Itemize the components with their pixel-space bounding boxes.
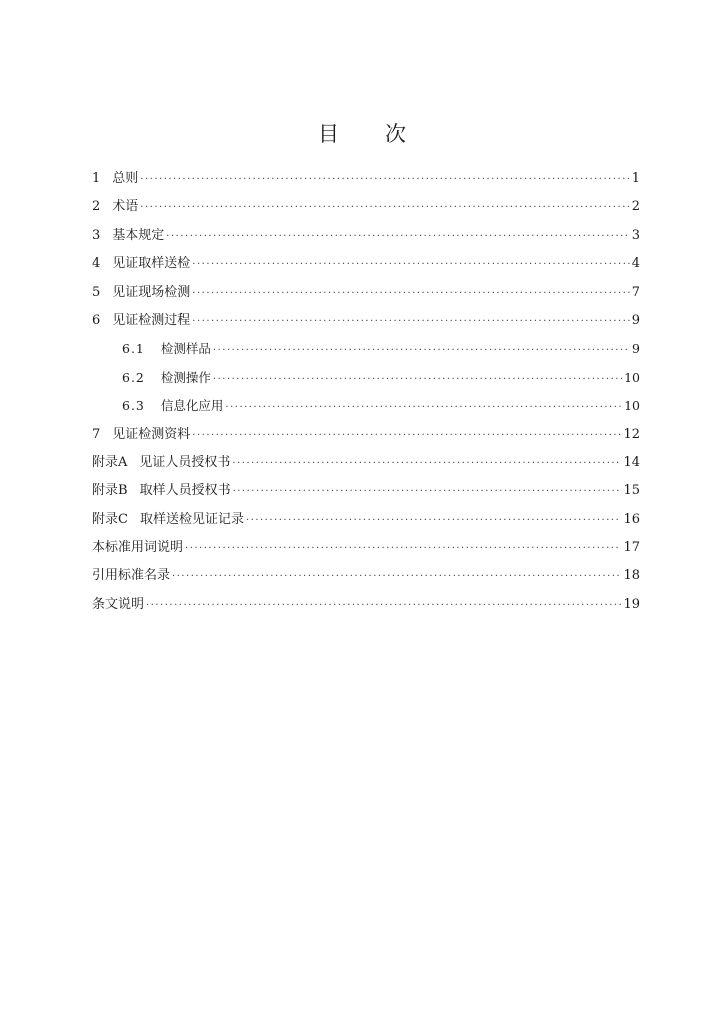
toc-entry[interactable] bbox=[92, 392, 640, 420]
toc-leader-dots bbox=[225, 394, 622, 422]
title-char-1: 目 bbox=[318, 122, 339, 146]
title-char-2: 次 bbox=[385, 122, 406, 146]
toc-page-number: 7 bbox=[631, 284, 640, 300]
toc-entry-text: 见证取样送检 bbox=[112, 256, 191, 272]
toc-entry-text: 引用标准名录 bbox=[92, 568, 171, 584]
toc-entry-label bbox=[92, 165, 138, 193]
toc-entry-label bbox=[92, 534, 183, 562]
toc-page-number: 4 bbox=[631, 256, 640, 272]
toc-entry[interactable] bbox=[92, 506, 640, 534]
toc-leader-dots bbox=[233, 478, 622, 506]
toc-entry-text: 见证检测资料 bbox=[112, 426, 191, 442]
toc-leader-dots bbox=[213, 337, 630, 365]
toc-page-number: 9 bbox=[632, 341, 640, 357]
toc-entry-label bbox=[122, 392, 223, 420]
toc-entry-label bbox=[92, 307, 190, 335]
toc-entry-number: 5 bbox=[92, 284, 101, 300]
toc-entry[interactable] bbox=[92, 477, 640, 505]
toc-entry-text: 条文说明 bbox=[92, 596, 145, 612]
toc-entry[interactable] bbox=[92, 364, 640, 392]
toc-entry-number: 4 bbox=[92, 256, 101, 272]
toc-entry-number: 附录C bbox=[92, 511, 128, 527]
toc-entry-number: 附录B bbox=[92, 483, 128, 499]
toc-entry-label bbox=[92, 591, 144, 619]
toc-entry-number: 6.3 bbox=[122, 398, 145, 414]
toc-entry-number: 3 bbox=[92, 227, 101, 243]
toc-entry-label bbox=[92, 506, 244, 534]
toc-leader-dots bbox=[140, 194, 629, 222]
toc-page-number: 14 bbox=[623, 454, 640, 470]
toc-page-number: 18 bbox=[623, 568, 640, 584]
toc-entry[interactable] bbox=[92, 222, 640, 250]
toc-page-number: 15 bbox=[623, 483, 640, 499]
toc-entry[interactable] bbox=[92, 421, 640, 449]
toc-entry-label bbox=[122, 335, 211, 363]
toc-leader-dots bbox=[246, 507, 621, 535]
toc-entry[interactable] bbox=[92, 335, 640, 363]
toc-entry-number: 6.2 bbox=[122, 369, 145, 385]
toc-entry-label bbox=[92, 449, 230, 477]
toc-entry-label bbox=[92, 250, 190, 278]
toc-leader-dots bbox=[166, 223, 629, 251]
toc-entry[interactable] bbox=[92, 250, 640, 278]
toc-entry-text: 基本规定 bbox=[112, 227, 165, 243]
toc-leader-dots bbox=[192, 280, 629, 308]
toc-entry[interactable] bbox=[92, 562, 640, 590]
toc-entry-text: 见证检测过程 bbox=[112, 312, 191, 328]
toc-entry-text: 取样人员授权书 bbox=[139, 483, 231, 499]
toc-entry[interactable] bbox=[92, 534, 640, 562]
toc-entry-number: 2 bbox=[92, 199, 101, 215]
toc-entry-label bbox=[92, 477, 231, 505]
page-title bbox=[0, 118, 724, 148]
toc-entry-number: 6 bbox=[92, 312, 101, 328]
toc-entry-label bbox=[122, 364, 211, 392]
toc-entry[interactable] bbox=[92, 307, 640, 335]
toc-leader-dots bbox=[232, 450, 621, 478]
toc-entry-text: 见证人员授权书 bbox=[139, 454, 231, 470]
toc-entry-number: 6.1 bbox=[122, 341, 145, 357]
table-of-contents bbox=[92, 165, 640, 619]
toc-entry-text: 检测操作 bbox=[160, 369, 211, 385]
toc-page-number: 3 bbox=[631, 227, 640, 243]
toc-entry-label bbox=[92, 562, 170, 590]
toc-leader-dots bbox=[185, 535, 621, 563]
toc-entry-number: 1 bbox=[92, 171, 101, 186]
toc-entry-label bbox=[92, 222, 164, 250]
toc-entry-text: 总则 bbox=[112, 171, 139, 186]
toc-entry-label bbox=[92, 193, 138, 221]
toc-entry[interactable] bbox=[92, 449, 640, 477]
toc-leader-dots bbox=[172, 563, 621, 591]
toc-page-number: 16 bbox=[623, 511, 640, 527]
toc-entry-label bbox=[92, 279, 190, 307]
toc-entry-text: 术语 bbox=[112, 199, 139, 215]
toc-leader-dots bbox=[192, 308, 629, 336]
toc-page-number: 2 bbox=[631, 199, 640, 215]
toc-entry-number: 7 bbox=[92, 426, 101, 442]
toc-entry[interactable] bbox=[92, 165, 640, 193]
toc-page-number: 19 bbox=[623, 596, 640, 612]
toc-entry[interactable] bbox=[92, 193, 640, 221]
toc-entry[interactable] bbox=[92, 591, 640, 619]
toc-page-number: 12 bbox=[623, 426, 640, 442]
toc-page-number: 17 bbox=[623, 540, 640, 556]
toc-page-number: 1 bbox=[631, 171, 640, 186]
toc-page-number: 10 bbox=[624, 398, 640, 414]
toc-entry-number: 附录A bbox=[92, 454, 128, 470]
toc-page-number: 10 bbox=[624, 369, 640, 385]
toc-leader-dots bbox=[146, 592, 621, 620]
toc-entry-text: 取样送检见证记录 bbox=[139, 511, 244, 527]
toc-entry-text: 检测样品 bbox=[160, 341, 211, 357]
toc-leader-dots bbox=[213, 366, 622, 394]
toc-entry-label bbox=[92, 421, 190, 449]
toc-entry-text: 见证现场检测 bbox=[112, 284, 191, 300]
toc-entry[interactable] bbox=[92, 279, 640, 307]
toc-entry-text: 本标准用词说明 bbox=[92, 540, 184, 556]
toc-leader-dots bbox=[192, 251, 629, 279]
toc-entry-text: 信息化应用 bbox=[160, 398, 224, 414]
toc-leader-dots bbox=[140, 166, 629, 194]
toc-page-number: 9 bbox=[631, 312, 640, 328]
toc-leader-dots bbox=[192, 422, 621, 450]
